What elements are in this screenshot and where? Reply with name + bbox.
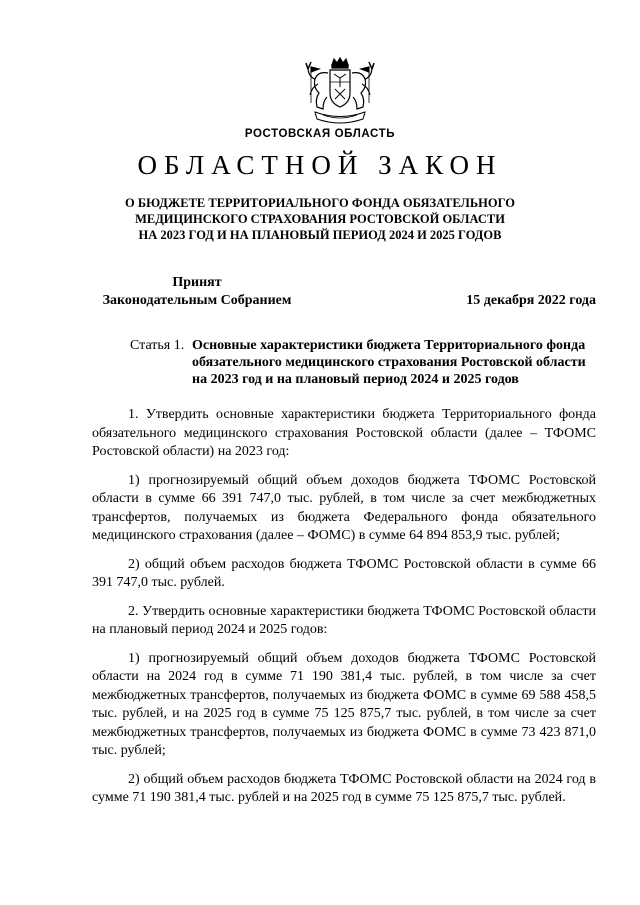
paragraph: 2) общий объем расходов бюджета ТФОМС Ростовской области в сумме 66 391 747,0 тыс. рублей. xyxy=(92,556,596,590)
paragraph: 2. Утвердить основные характеристики бюджета ТФОМС Ростовской области на плановый период 2024 и 2025 годов: xyxy=(92,603,596,637)
law-subtitle-line: НА 2023 ГОД И НА ПЛАНОВЫЙ ПЕРИОД 2024 И 2025 ГОДОВ xyxy=(138,228,502,242)
article-body xyxy=(92,406,596,818)
law-subtitle-line: О БЮДЖЕТЕ ТЕРРИТОРИАЛЬНОГО ФОНДА ОБЯЗАТЕЛЬНОГО xyxy=(125,196,515,210)
paragraph: 1) прогнозируемый общий объем доходов бюджета ТФОМС Ростовской области в сумме 66 391 747,0 тыс. рублей, в том числе за счет межбюджетных трансфертов, получаемых из бюджета Федерального фонда обязательного медицинского страхования (далее – ФОМС) в сумме 64 894 853,9 тыс. рублей; xyxy=(92,472,596,543)
law-subtitle xyxy=(0,195,640,243)
coat-of-arms-icon xyxy=(301,57,379,129)
article-label: Статья 1. xyxy=(130,338,185,353)
adoption-label: Принят xyxy=(172,275,222,290)
paragraph: 1. Утвердить основные характеристики бюджета Территориального фонда обязательного медицинского страхования Ростовской области (далее – ТФОМС Ростовской области) на 2023 год: xyxy=(92,407,596,459)
paragraph: 1) прогнозируемый общий объем доходов бюджета ТФОМС Ростовской области на 2024 год в сумме 71 190 381,4 тыс. рублей, в том числе за счет межбюджетных трансфертов, получаемых из бюджета ФОМС в сумме 69 588 458,5 тыс. рублей, и на 2025 год в сумме 75 125 875,7 тыс. рублей, в том числе за счет межбюджетных трансфертов, получаемых из бюджета ФОМС в сумме 73 423 871,0 тыс. рублей; xyxy=(92,650,596,758)
article-heading: Основные характеристики бюджета Территориального фонда обязательного медицинского страхования Ростовской области на 2023 год и на плановый период 2024 и 2025 годов xyxy=(192,338,586,387)
adoption-block xyxy=(92,274,302,310)
adoption-date: 15 декабря 2022 года xyxy=(466,293,596,308)
document-type-title: ОБЛАСТНОЙ ЗАКОН xyxy=(137,150,503,180)
region-name: РОСТОВСКАЯ ОБЛАСТЬ xyxy=(244,128,396,140)
law-subtitle-line: МЕДИЦИНСКОГО СТРАХОВАНИЯ РОСТОВСКОЙ ОБЛАСТИ xyxy=(135,212,505,226)
adoption-body: Законодательным Собранием xyxy=(102,293,292,308)
paragraph: 2) общий объем расходов бюджета ТФОМС Ростовской области на 2024 год в сумме 71 190 381,4 тыс. рублей и на 2025 год в сумме 75 125 875,7 тыс. рублей. xyxy=(92,771,596,805)
